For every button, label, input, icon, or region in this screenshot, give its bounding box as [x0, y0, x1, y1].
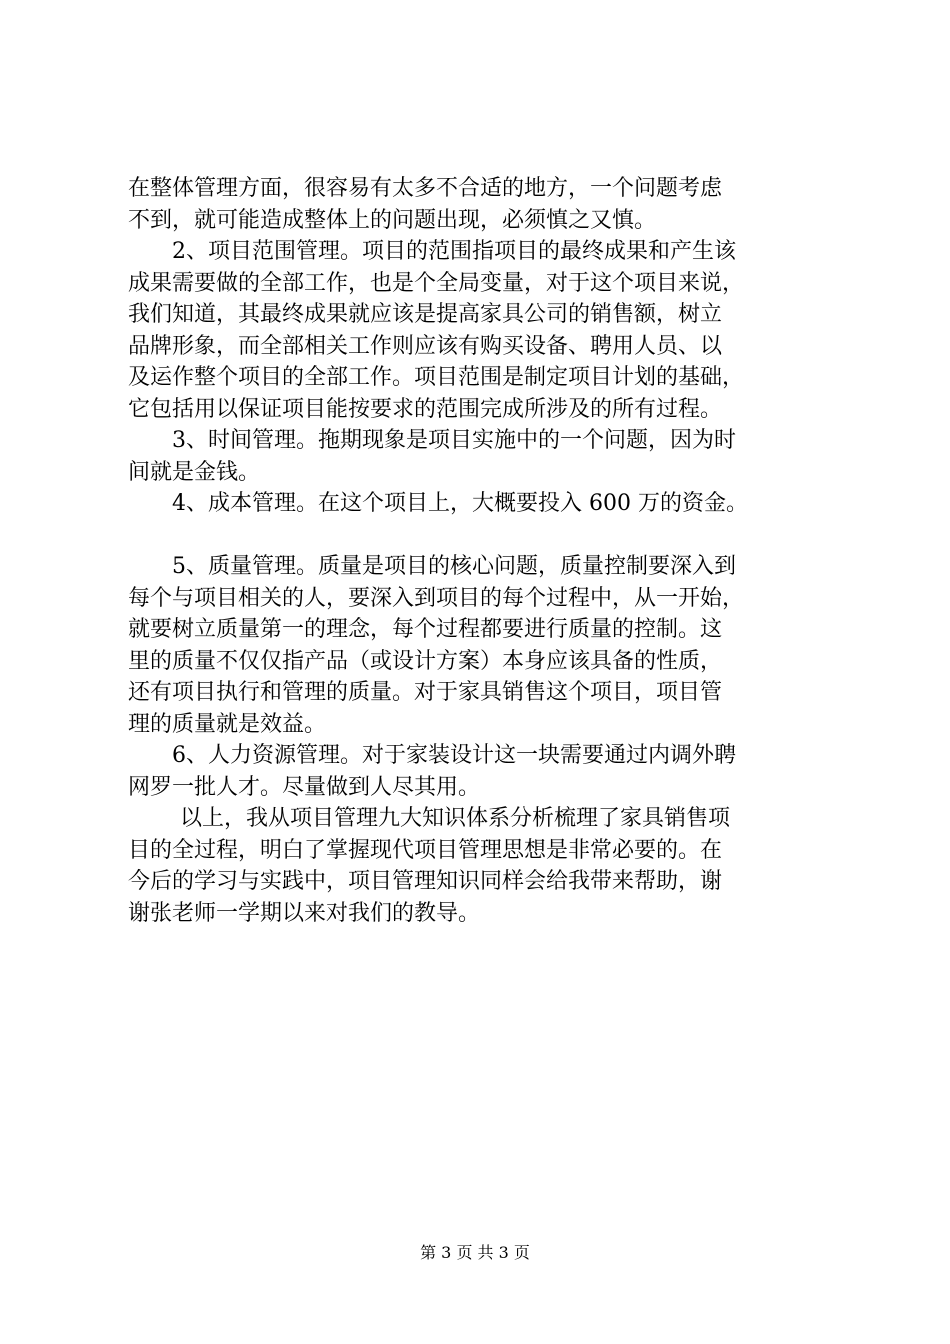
page-footer — [0, 1243, 950, 1263]
text-line: 理的质量就是效益。 — [128, 711, 327, 737]
text-line: 及运作整个项目的全部工作。项目范围是制定项目计划的基础， — [128, 365, 745, 390]
text-line: 就要树立质量第一的理念，每个过程都要进行质量的控制。这 — [128, 617, 723, 642]
section-hr-start: 6、人力资源管理。对于家装设计这一块需要通过内调外聘 — [172, 743, 736, 768]
text-line: 不到，就可能造成整体上的问题出现，必须慎之又慎。 — [128, 207, 657, 233]
section-scope-start: 2、项目范围管理。项目的范围指项目的最终成果和产生该 — [172, 239, 736, 264]
text-line: 今后的学习与实践中，项目管理知识同样会给我带来帮助，谢 — [128, 869, 723, 894]
document-body — [128, 173, 828, 929]
section-time-start: 3、时间管理。拖期现象是项目实施中的一个问题，因为时 — [172, 428, 736, 453]
section-cost-start: 4、成本管理。在这个项目上，大概要投入 600 万的资金。 — [172, 491, 748, 516]
text-line: 每个与项目相关的人，要深入到项目的每个过程中，从一开始， — [128, 585, 745, 611]
text-line: 网罗一批人才。尽量做到人尽其用。 — [128, 774, 481, 800]
text-line: 品牌形象，而全部相关工作则应该有购买设备、聘用人员、以 — [128, 333, 723, 359]
text-line: 它包括用以保证项目能按要求的范围完成所涉及的所有过程。 — [128, 396, 723, 422]
text-line: 还有项目执行和管理的质量。对于家具销售这个项目，项目管 — [128, 680, 723, 705]
text-line: 里的质量不仅仅指产品（或设计方案）本身应该具备的性质， — [128, 648, 723, 674]
text-line: 成果需要做的全部工作，也是个全局变量，对于这个项目来说， — [128, 270, 745, 296]
page-number: 第 3 页 共 3 页 — [420, 1243, 530, 1262]
section-quality-start: 5、质量管理。质量是项目的核心问题，质量控制要深入到 — [172, 554, 736, 579]
text-line: 间就是金钱。 — [128, 459, 261, 485]
text-line: 目的全过程，明白了掌握现代项目管理思想是非常必要的。在 — [128, 837, 723, 863]
conclusion-start: 以上，我从项目管理九大知识体系分析梳理了家具销售项 — [180, 806, 731, 831]
text-line: 我们知道，其最终成果就应该是提高家具公司的销售额，树立 — [128, 302, 723, 327]
text-line: 在整体管理方面，很容易有太多不合适的地方，一个问题考虑 — [128, 176, 723, 201]
paragraph-gap — [128, 520, 828, 552]
text-line: 谢张老师一学期以来对我们的教导。 — [128, 900, 481, 926]
